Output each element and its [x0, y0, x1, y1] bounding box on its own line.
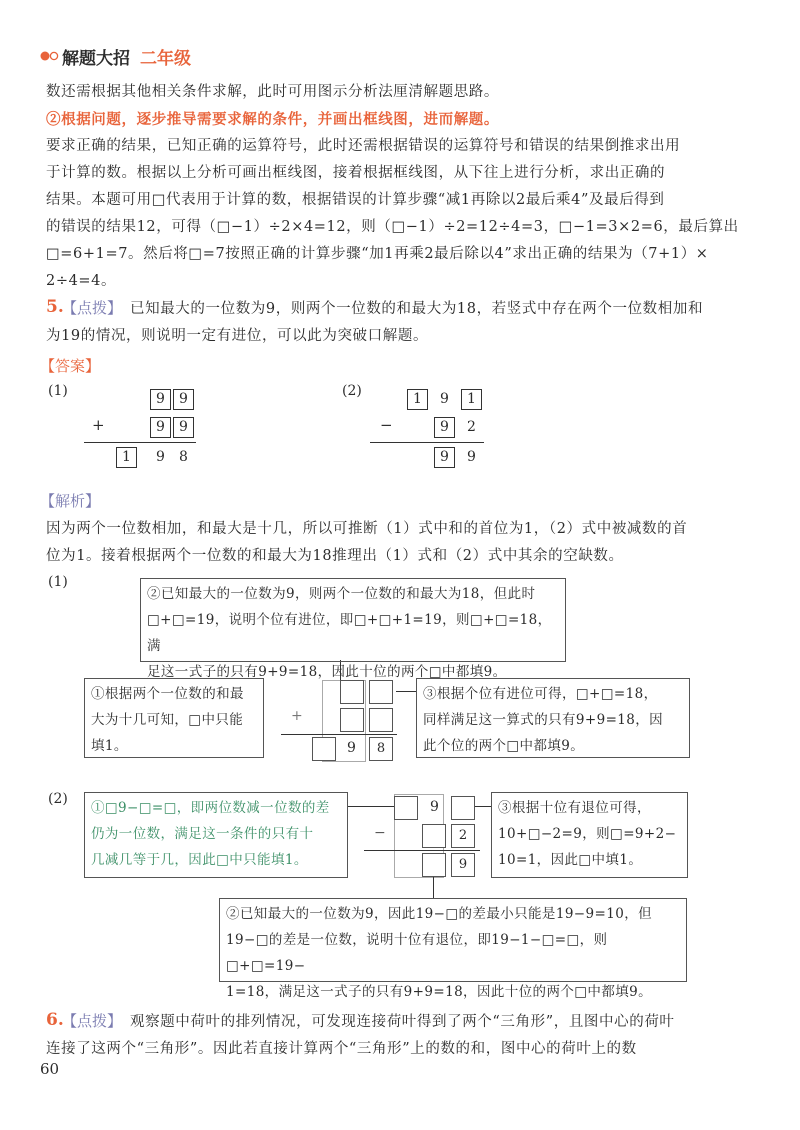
- diagram2-bottom-l1: ②已知最大的一位数为9，因此19−□的差最小只能是19−9=10，但: [226, 906, 653, 922]
- diagram1-operator: +: [291, 708, 303, 724]
- q5-analysis-tag: 【解析】: [40, 492, 101, 510]
- answer1-mid-ones: 9: [173, 417, 194, 438]
- q6-number: 6.: [46, 1010, 64, 1030]
- answer2-top-mid: 9: [440, 391, 449, 407]
- diagram1-res-tens: 9: [347, 740, 356, 756]
- intro-step2-title: ②根据问题，逐步推导需要求解的条件，并画出框线图，进而解题。: [46, 111, 499, 128]
- diagram1-left-l1: ①根据两个一位数的和最: [91, 686, 244, 702]
- answer1-mid-tens: 9: [150, 417, 171, 438]
- diagram2-right-l2: 10+□−2=9，则□=9+2−: [498, 826, 677, 842]
- diagram2-bottom-note: [219, 898, 687, 1000]
- answer1-res-ones: 8: [179, 449, 188, 465]
- diagram2-bottom-l2: 19−□的差是一位数，说明十位有退位，即19−1−□=□，则□+□=19−: [226, 932, 608, 974]
- q5-answer-tag: 【答案】: [40, 357, 101, 375]
- answer1-top-tens: 9: [150, 389, 171, 410]
- diagram1-top-l3: 足这一式子的只有9+9=18，因此十位的两个□中都填9。: [147, 664, 507, 680]
- answer1-res-hundreds: 1: [116, 447, 137, 468]
- answer2-operator: −: [380, 416, 393, 434]
- diagram2-box-top-tens: [394, 796, 418, 820]
- diagram2-box-res-ones: 9: [451, 853, 475, 877]
- diagram1-right-note: [416, 678, 690, 758]
- intro-para-l1: 要求正确的结果，已知正确的运算符号，此时还需根据错误的运算符号和错误的结果倒推求出用: [46, 138, 681, 154]
- q6-l1: 观察题中荷叶的排列情况，可发现连接荷叶得到了两个“三角形”，且图中心的荷叶: [130, 1014, 675, 1030]
- diagram1-box-top-tens: [340, 680, 364, 704]
- diagram1-box-res-ones: 8: [369, 737, 393, 761]
- intro-para-l2: 于计算的数。根据以上分析可画出框线图，接着根据框线图，从下往上进行分析，求出正确的: [46, 165, 666, 181]
- diagram1-top-note: [140, 578, 566, 680]
- answer2-res-ones: 9: [467, 449, 476, 465]
- diagram2-box-mid-tens: [422, 824, 446, 848]
- intro-para-l4: 的错误的结果12，可得（□−1）÷2×4=12，则（□−1）÷2=12÷4=3，□−1=3×2=6，最后算出: [46, 219, 739, 235]
- answer2-res-tens: 9: [434, 447, 455, 468]
- answer2-rule: [370, 442, 484, 443]
- diagram2-right-l3: 10=1，因此□中填1。: [498, 852, 643, 868]
- analysis-l1: 因为两个一位数相加，和最大是十几，所以可推断（1）式中和的首位为1，（2）式中被减数的首: [46, 521, 688, 537]
- answer2-mid-tens: 9: [434, 417, 455, 438]
- q6-l2: 连接了这两个“三角形”。因此若直接计算两个“三角形”上的数的和，图中心的荷叶上的数: [46, 1041, 637, 1057]
- diagram2-operator: −: [374, 825, 386, 841]
- diagram2-box-mid-ones: 2: [451, 824, 475, 848]
- diagram2-connector-right: [475, 806, 491, 807]
- diagram1-box-mid-tens: [340, 708, 364, 732]
- header-grade: 二年级: [140, 49, 191, 69]
- diagram1-box-top-ones: [369, 680, 393, 704]
- diagram1-right-l2: 同样满足这一算式的只有9+9=18，因: [423, 712, 664, 728]
- intro-para-l3: 结果。本题可用□代表用于计算的数，根据错误的计算步骤“减1再除以2最后乘4”及最后得到: [46, 192, 665, 208]
- intro-para-l6: 2÷4=4。: [46, 273, 117, 289]
- diagram2-label: (2): [48, 791, 68, 807]
- answer2-mid-ones: 2: [467, 419, 476, 435]
- diagram2-rule: [364, 850, 480, 851]
- q5-hint-l2: 为19的情况，则说明一定有进位，可以此为突破口解题。: [46, 328, 429, 344]
- diagram1-left-l3: 填1。: [91, 738, 128, 754]
- answer2-label: (2): [342, 383, 362, 399]
- diagram2-left-note: [84, 792, 348, 878]
- diagram1-right-l3: 此个位的两个□中都填9。: [423, 738, 585, 754]
- diagram1-label: (1): [48, 574, 68, 590]
- q5-hint-l1: 已知最大的一位数为9，则两个一位数的和最大为18，若竖式中存在两个一位数相加和: [130, 301, 704, 317]
- answer2-top-ones: 1: [461, 389, 482, 410]
- diagram1-connector-right: [396, 691, 416, 692]
- diagram1-left-l2: 大为十几可知，□中只能: [91, 712, 244, 728]
- diagram2-bottom-l3: 1=18，满足这一式子的只有9+9=18，因此十位的两个□中都填9。: [226, 984, 653, 1000]
- diagram2-left-l3: 几减几等于几，因此□中只能填1。: [91, 852, 308, 868]
- answer2-top-tens: 1: [407, 389, 428, 410]
- q6-hint-tag: 【点拨】: [62, 1012, 123, 1030]
- diagram2-connector-left: [348, 806, 394, 807]
- diagram2-box-res-tens: [422, 853, 446, 877]
- diagram1-top-l2: □+□=19，说明个位有进位，即□+□+1=19，则□+□=18，满: [147, 612, 552, 654]
- diagram2-right-l1: ③根据十位有退位可得，: [498, 800, 651, 816]
- diagram2-left-l2: 仍为一位数，满足这一条件的只有十: [91, 826, 314, 842]
- diagram2-box-top-right: [451, 796, 475, 820]
- page-number: 60: [40, 1060, 60, 1078]
- answer1-operator: +: [92, 416, 105, 434]
- diagram1-rule: [281, 734, 397, 735]
- diagram2-right-note: [491, 792, 688, 878]
- intro-line1: 数还需根据其他相关条件求解，此时可用图示分析法厘清解题思路。: [46, 84, 499, 100]
- diagram1-box-mid-ones: [369, 708, 393, 732]
- diagram1-right-l1: ③根据个位有进位可得，□+□=18，: [423, 686, 658, 702]
- diagram2-top-ones: 9: [430, 799, 439, 815]
- q5-hint-tag: 【点拨】: [62, 299, 123, 317]
- analysis-l2: 位为1。接着根据两个一位数的和最大为18推理出（1）式和（2）式中其余的空缺数。: [46, 548, 624, 564]
- diagram2-left-l1: ①□9−□=□，即两位数减一位数的差: [91, 800, 330, 816]
- diagram1-left-note: [84, 678, 264, 758]
- answer1-res-tens: 9: [156, 449, 165, 465]
- answer1-top-ones: 9: [173, 389, 194, 410]
- diagram1-box-res-hundreds: [312, 737, 336, 761]
- answer1-label: (1): [48, 383, 68, 399]
- answer1-rule: [84, 442, 196, 443]
- diagram2-connector-bottom: [433, 877, 434, 899]
- q5-number: 5.: [46, 297, 64, 317]
- intro-para-l5: □=6+1=7。然后将□=7按照正确的计算步骤“加1再乘2最后除以4”求出正确的结果为（7+1）×: [46, 246, 709, 262]
- header-series: 解题大招: [62, 49, 130, 69]
- diagram1-top-l1: ②已知最大的一位数为9，则两个一位数的和最大为18，但此时: [147, 586, 536, 602]
- header-bullet-icon: [40, 47, 62, 59]
